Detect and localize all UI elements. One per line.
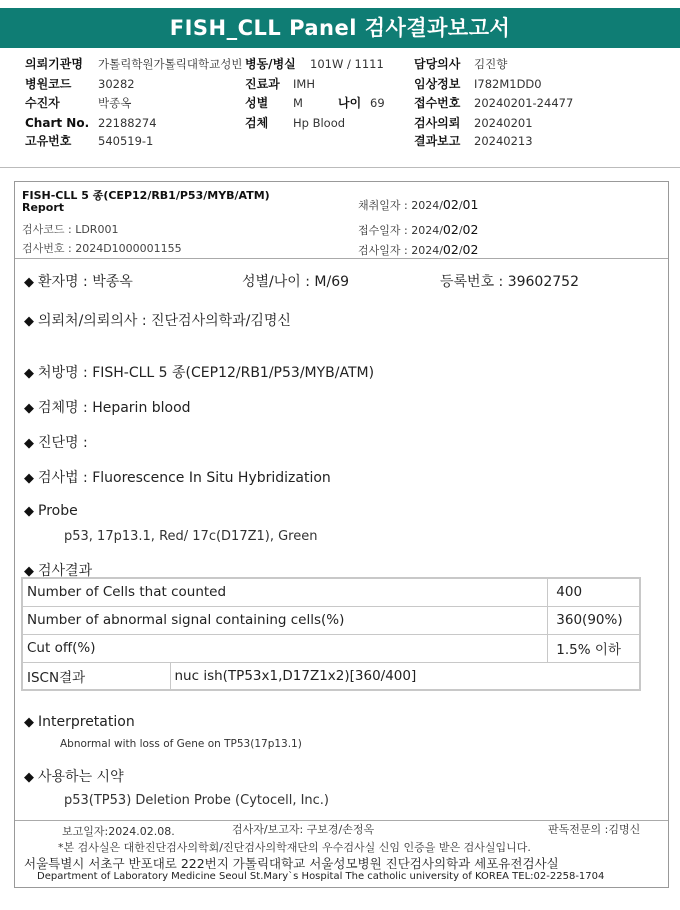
diamond-bullet-icon: ◆ (24, 564, 34, 579)
lab-address: 서울특별시 서초구 반포대로 222번지 가톨릭대학교 서울성모병원 진단검사의학과 세포유전검사실 (24, 856, 559, 871)
diamond-bullet-icon: ◆ (24, 314, 34, 329)
result-value: 1.5% 이하 (548, 634, 640, 662)
probe-heading: ◆ Probe (24, 503, 78, 519)
patient-sex-age: 성별/나이 : M/69 (242, 274, 350, 290)
reagent-heading: ◆ 사용하는 시약 (24, 769, 124, 785)
patient-row: 수진자 박종옥 (25, 96, 132, 110)
referral: ◆ 의뢰처/의뢰의사 : 진단검사의학과/김명신 (24, 313, 291, 329)
probe-detail: p53, 17p13.1, Red/ 17c(D17Z1), Green (64, 529, 318, 544)
table-row (22, 634, 640, 662)
prescription: ◆ 처방명 : FISH-CLL 5 종(CEP12/RB1/P53/MYB/ATM) (24, 365, 375, 381)
report-date: 보고일자:2024.02.08. (62, 825, 175, 838)
receipt-no-row: 접수번호 20240201-24477 (414, 96, 574, 110)
collected-date: 채취일자 : 2024/02/01 (358, 197, 479, 212)
report-test-title: FISH-CLL 5 종(CEP12/RB1/P53/MYB/ATM) Report (22, 189, 270, 214)
iscn-label: ISCN결과 (22, 662, 170, 690)
results-heading: ◆ 검사결과 (24, 563, 93, 579)
header-divider (0, 167, 680, 168)
report-header-divider (15, 258, 668, 259)
hospital-code-row: 병원코드 30282 (25, 77, 135, 91)
unique-no-row: 고유번호 540519-1 (25, 134, 154, 148)
iscn-value: nuc ish(TP53x1,D17Z1x2)[360/400] (170, 662, 640, 690)
doctor-row: 담당의사 김진향 (414, 57, 508, 71)
result-value: 360(90%) (548, 606, 640, 634)
table-row (22, 578, 640, 606)
sex-row: 성별 M 나이 69 (245, 96, 385, 110)
test-code: 검사코드 : LDR001 (22, 223, 119, 236)
interpretation-text: Abnormal with loss of Gene on TP53(17p13.1) (60, 738, 302, 750)
ward-row: 병동/병실 101W / 1111 (245, 57, 384, 71)
result-label: Number of abnormal signal containing cells(%) (22, 606, 548, 634)
certification-notice: *본 검사실은 대한진단검사의학회/진단검사의학재단의 우수검사실 신임 인증을 받은 검사실입니다. (58, 841, 531, 854)
result-label: Cut off(%) (22, 634, 548, 662)
diamond-bullet-icon: ◆ (24, 715, 34, 730)
diamond-bullet-icon: ◆ (24, 401, 34, 416)
diamond-bullet-icon: ◆ (24, 436, 34, 451)
results-table (21, 577, 641, 691)
dept-row: 진료과 IMH (245, 77, 315, 91)
diamond-bullet-icon: ◆ (24, 504, 34, 519)
registration-number: 등록번호 : 39602752 (440, 274, 579, 290)
result-value: 400 (548, 578, 640, 606)
reading-specialist: 판독전문의 :김명신 (548, 823, 641, 836)
request-date-row: 검사의뢰 20240201 (414, 116, 533, 130)
specimen-row: 검체 Hp Blood (245, 116, 346, 130)
chart-no-row: Chart No. 22188274 (25, 116, 157, 130)
table-row (22, 662, 640, 690)
table-row (22, 606, 640, 634)
diamond-bullet-icon: ◆ (24, 366, 34, 381)
examiner: 검사자/보고자: 구보경/손정옥 (232, 823, 375, 836)
report-title-bar: FISH_CLL Panel 검사결과보고서 (0, 8, 680, 48)
diamond-bullet-icon: ◆ (24, 275, 34, 290)
diamond-bullet-icon: ◆ (24, 471, 34, 486)
result-date-row: 결과보고 20240213 (414, 134, 533, 148)
patient-name: ◆ 환자명 : 박종옥 (24, 274, 133, 290)
test-number: 검사번호 : 2024D1000001155 (22, 242, 182, 255)
institution-row: 의뢰기관명 가톨릭학원가톨릭대학교성빈 (25, 57, 243, 71)
interpretation-heading: ◆ Interpretation (24, 714, 135, 730)
result-label: Number of Cells that counted (22, 578, 548, 606)
reagent-text: p53(TP53) Deletion Probe (Cytocell, Inc.) (64, 793, 330, 808)
specimen-name: ◆ 검체명 : Heparin blood (24, 400, 191, 416)
clinical-info-row: 임상정보 I782M1DD0 (414, 77, 542, 91)
diamond-bullet-icon: ◆ (24, 770, 34, 785)
tested-date: 검사일자 : 2024/02/02 (358, 242, 479, 257)
received-date: 접수일자 : 2024/02/02 (358, 222, 479, 237)
test-method: ◆ 검사법 : Fluorescence In Situ Hybridization (24, 470, 331, 486)
diagnosis: ◆ 진단명 : (24, 435, 88, 451)
lab-english-info: Department of Laboratory Medicine Seoul St.Mary`s Hospital The catholic university of KOREA TEL:02-2258-1704 (37, 871, 605, 882)
